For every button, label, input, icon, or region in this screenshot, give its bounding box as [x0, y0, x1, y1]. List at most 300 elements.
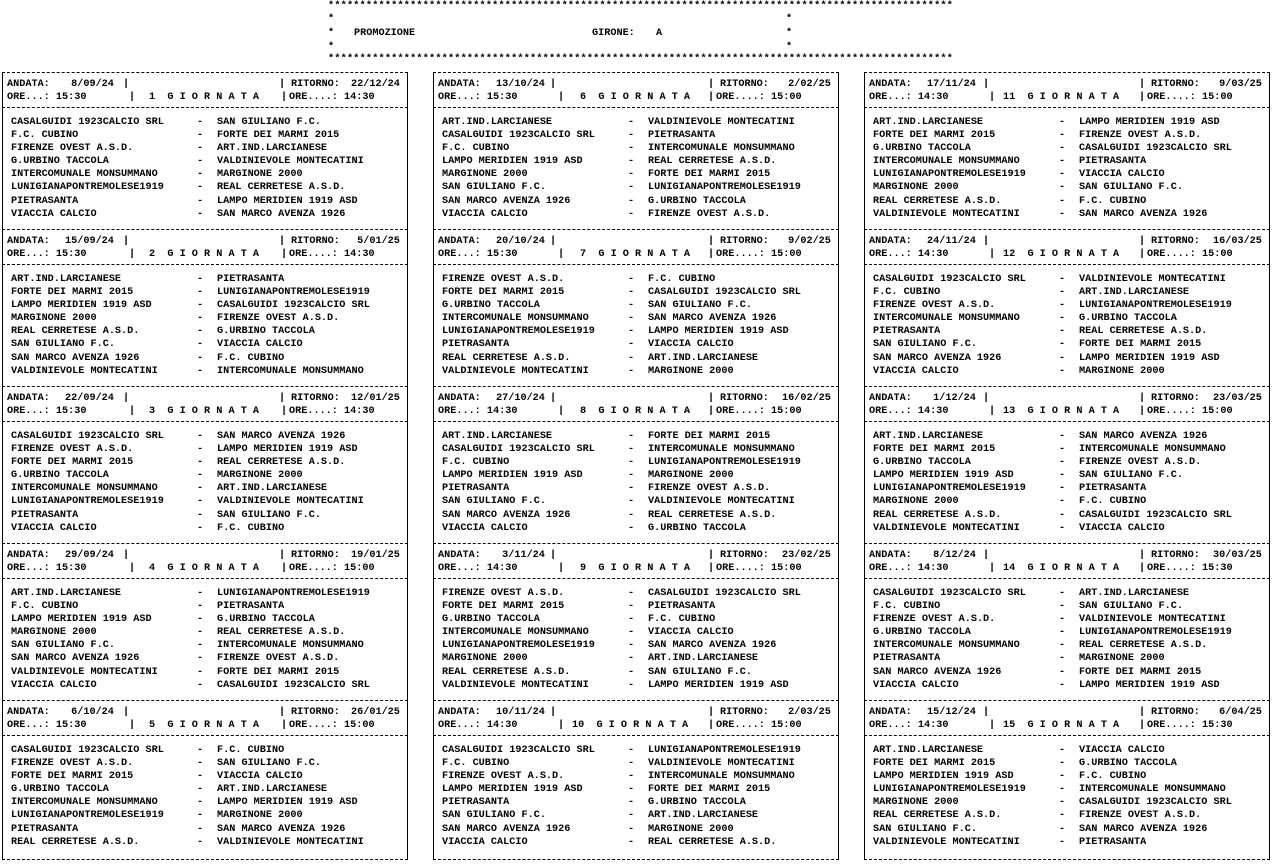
match-row	[442, 639, 838, 652]
match-dash: -	[628, 483, 635, 495]
match-dash: -	[628, 117, 635, 128]
match-row	[442, 469, 838, 482]
round-dates-row	[3, 392, 407, 405]
away-team: REAL CERRETESE A.S.D.	[648, 836, 777, 848]
match-row	[11, 783, 407, 796]
match-dash: -	[197, 156, 204, 168]
match-row	[442, 666, 838, 679]
round-title-row	[3, 248, 407, 261]
away-team: CASALGUIDI 1923CALCIO SRL	[648, 287, 801, 299]
andata-date: 1/12/24	[927, 393, 976, 404]
round-separator-mid	[433, 107, 839, 108]
home-team: VIACCIA CALCIO	[11, 522, 97, 534]
match-list	[11, 744, 407, 849]
ore-andata: ORE...: 14:30	[869, 563, 949, 574]
match-dash: -	[1059, 130, 1066, 142]
away-team: ART.IND.LARCIANESE	[1079, 588, 1190, 599]
match-row	[11, 652, 407, 665]
match-dash: -	[628, 614, 635, 626]
match-dash: -	[628, 169, 635, 181]
away-team: PIETRASANTA	[217, 274, 285, 285]
round-title-row	[434, 91, 838, 104]
pipe: |	[558, 563, 565, 574]
away-team: VIACCIA CALCIO	[217, 771, 303, 783]
home-team: F.C. CUBINO	[11, 130, 79, 142]
pipe: |	[123, 393, 130, 404]
match-dash: -	[628, 496, 635, 508]
match-dash: -	[1059, 326, 1066, 338]
ore-andata: ORE...: 15:30	[438, 249, 518, 260]
match-list	[442, 273, 838, 378]
away-team: FORTE DEI MARMI 2015	[1079, 339, 1202, 351]
match-dash: -	[1059, 156, 1066, 168]
home-team: SAN GIULIANO F.C.	[442, 496, 546, 508]
andata-label: ANDATA:	[438, 236, 481, 247]
match-row	[11, 770, 407, 783]
home-team: ART.IND.LARCIANESE	[873, 745, 984, 756]
pipe: |	[1139, 720, 1146, 731]
round-block	[433, 229, 839, 387]
match-row	[11, 129, 407, 142]
round-block	[864, 543, 1270, 701]
home-team: INTERCOMUNALE MONSUMMANO	[442, 313, 589, 325]
round-block	[2, 700, 408, 860]
match-row	[442, 181, 838, 194]
home-team: PIETRASANTA	[873, 326, 941, 338]
match-row	[873, 744, 1269, 757]
match-row	[11, 352, 407, 365]
match-dash: -	[1059, 300, 1066, 312]
match-row	[442, 744, 838, 757]
match-row	[11, 495, 407, 508]
match-row	[11, 482, 407, 495]
pipe: |	[983, 550, 990, 561]
match-row	[11, 338, 407, 351]
match-row	[442, 116, 838, 129]
ore-ritorno: ORE....: 15:30	[1147, 563, 1233, 574]
pipe: |	[708, 236, 715, 247]
round-title-row	[865, 719, 1269, 732]
ritorno-date: 16/02/25	[782, 393, 831, 404]
home-team: FORTE DEI MARMI 2015	[873, 444, 996, 456]
pipe: |	[708, 550, 715, 561]
home-team: SAN MARCO AVENZA 1926	[873, 666, 1002, 678]
away-team: FIRENZE OVEST A.S.D.	[217, 313, 340, 325]
home-team: F.C. CUBINO	[11, 601, 79, 613]
star-right-3: *	[786, 42, 793, 53]
home-team: G.URBINO TACCOLA	[873, 627, 971, 639]
away-team: SAN GIULIANO F.C.	[648, 300, 752, 312]
round-title: 13 G I O R N A T A	[1003, 406, 1120, 417]
pipe: |	[550, 393, 557, 404]
match-dash: -	[197, 287, 204, 299]
round-dates-row	[3, 706, 407, 719]
match-row	[873, 352, 1269, 365]
match-row	[11, 443, 407, 456]
match-row	[873, 836, 1269, 849]
round-title: 9 G I O R N A T A	[580, 563, 691, 574]
ritorno-label: RITORNO:	[1151, 707, 1200, 718]
away-team: CASALGUIDI 1923CALCIO SRL	[217, 300, 370, 312]
ritorno-label: RITORNO:	[720, 550, 769, 561]
away-team: ART.IND.LARCIANESE	[648, 810, 759, 822]
match-list	[11, 116, 407, 221]
pipe: |	[983, 393, 990, 404]
round-separator-mid	[433, 578, 839, 579]
pipe: |	[279, 79, 286, 90]
away-team: REAL CERRETESE A.S.D.	[648, 156, 777, 168]
pipe: |	[1139, 92, 1146, 103]
andata-label: ANDATA:	[7, 393, 50, 404]
home-team: MARGINONE 2000	[11, 313, 97, 325]
match-row	[11, 744, 407, 757]
ore-ritorno: ORE....: 14:30	[289, 406, 375, 417]
home-team: PIETRASANTA	[873, 653, 941, 665]
away-team: SAN GIULIANO F.C.	[217, 758, 321, 770]
round-separator-top	[2, 229, 408, 230]
round-separator-mid	[2, 578, 408, 579]
ore-ritorno: ORE....: 14:30	[289, 249, 375, 260]
home-team: CASALGUIDI 1923CALCIO SRL	[442, 444, 595, 456]
ritorno-date: 6/04/25	[1213, 707, 1262, 718]
pipe: |	[123, 550, 130, 561]
home-team: G.URBINO TACCOLA	[873, 457, 971, 469]
home-team: VALDINIEVOLE MONTECATINI	[873, 836, 1020, 848]
match-dash: -	[628, 182, 635, 194]
away-team: LUNIGIANAPONTREMOLESE1919	[1079, 300, 1232, 312]
ritorno-label: RITORNO:	[291, 79, 340, 90]
round-title: 12 G I O R N A T A	[1003, 249, 1120, 260]
match-row	[442, 456, 838, 469]
ritorno-date: 26/01/25	[351, 707, 400, 718]
away-team: SAN MARCO AVENZA 1926	[1079, 823, 1208, 835]
star-border-bottom: ***************************************************************************************************	[328, 54, 954, 65]
pipe: |	[550, 236, 557, 247]
pipe: |	[550, 550, 557, 561]
home-team: PIETRASANTA	[442, 339, 510, 351]
home-team: REAL CERRETESE A.S.D.	[873, 810, 1002, 822]
star-left-2: *	[328, 28, 335, 39]
match-row	[873, 273, 1269, 286]
home-team: LUNIGIANAPONTREMOLESE1919	[873, 483, 1026, 495]
away-team: SAN MARCO AVENZA 1926	[217, 823, 346, 835]
match-dash: -	[1059, 287, 1066, 299]
away-team: PIETRASANTA	[648, 601, 716, 613]
away-team: F.C. CUBINO	[648, 274, 716, 285]
away-team: ART.IND.LARCIANESE	[217, 143, 328, 155]
match-dash: -	[628, 274, 635, 285]
match-dash: -	[197, 274, 204, 285]
andata-date: 3/11/24	[496, 550, 545, 561]
match-row	[11, 626, 407, 639]
match-dash: -	[197, 431, 204, 442]
match-row	[873, 286, 1269, 299]
match-dash: -	[197, 470, 204, 482]
pipe: |	[708, 563, 715, 574]
away-team: PIETRASANTA	[648, 130, 716, 142]
match-dash: -	[1059, 640, 1066, 652]
away-team: F.C. CUBINO	[1079, 496, 1147, 508]
match-dash: -	[628, 745, 635, 756]
away-team: LAMPO MERIDIEN 1919 ASD	[648, 679, 789, 691]
match-row	[873, 770, 1269, 783]
ore-andata: ORE...: 14:30	[869, 720, 949, 731]
match-row	[873, 325, 1269, 338]
match-dash: -	[628, 640, 635, 652]
away-team: SAN GIULIANO F.C.	[1079, 470, 1183, 482]
round-block	[864, 386, 1270, 544]
round-dates-row	[865, 78, 1269, 91]
away-team: SAN GIULIANO F.C.	[648, 666, 752, 678]
home-team: PIETRASANTA	[442, 483, 510, 495]
home-team: INTERCOMUNALE MONSUMMANO	[873, 313, 1020, 325]
away-team: SAN MARCO AVENZA 1926	[217, 431, 346, 442]
round-dates-row	[3, 235, 407, 248]
away-team: FIRENZE OVEST A.S.D.	[648, 208, 771, 220]
match-row	[442, 312, 838, 325]
round-title: 1 G I O R N A T A	[149, 92, 260, 103]
pipe: |	[1139, 236, 1146, 247]
match-dash: -	[1059, 117, 1066, 128]
home-team: ART.IND.LARCIANESE	[873, 117, 984, 128]
andata-label: ANDATA:	[869, 79, 912, 90]
match-row	[873, 208, 1269, 221]
round-separator-mid	[864, 735, 1270, 736]
away-team: REAL CERRETESE A.S.D.	[217, 627, 346, 639]
home-team: LUNIGIANAPONTREMOLESE1919	[873, 169, 1026, 181]
pipe: |	[1139, 393, 1146, 404]
away-team: LUNIGIANAPONTREMOLESE1919	[648, 457, 801, 469]
pipe: |	[1139, 249, 1146, 260]
home-team: ART.IND.LARCIANESE	[873, 431, 984, 442]
home-team: REAL CERRETESE A.S.D.	[873, 509, 1002, 521]
match-row	[442, 168, 838, 181]
ore-andata: ORE...: 14:30	[869, 249, 949, 260]
ritorno-date: 9/02/25	[782, 236, 831, 247]
home-team: F.C. CUBINO	[442, 457, 510, 469]
ore-ritorno: ORE....: 15:00	[716, 249, 802, 260]
home-team: VALDINIEVOLE MONTECATINI	[873, 522, 1020, 534]
away-team: LAMPO MERIDIEN 1919 ASD	[217, 444, 358, 456]
match-row	[442, 325, 838, 338]
away-team: FORTE DEI MARMI 2015	[648, 784, 771, 796]
home-team: LAMPO MERIDIEN 1919 ASD	[442, 156, 583, 168]
match-row	[873, 522, 1269, 535]
match-dash: -	[628, 771, 635, 783]
andata-label: ANDATA:	[7, 550, 50, 561]
round-block	[864, 700, 1270, 860]
away-team: FORTE DEI MARMI 2015	[1079, 666, 1202, 678]
ore-andata: ORE...: 14:30	[869, 406, 949, 417]
home-team: ART.IND.LARCIANESE	[442, 117, 553, 128]
home-team: LUNIGIANAPONTREMOLESE1919	[11, 496, 164, 508]
match-row	[873, 796, 1269, 809]
match-row	[11, 469, 407, 482]
away-team: CASALGUIDI 1923CALCIO SRL	[648, 588, 801, 599]
match-row	[11, 666, 407, 679]
match-dash: -	[628, 588, 635, 599]
home-team: SAN MARCO AVENZA 1926	[442, 195, 571, 207]
match-row	[873, 666, 1269, 679]
match-dash: -	[1059, 745, 1066, 756]
round-title: 11 G I O R N A T A	[1003, 92, 1120, 103]
match-dash: -	[1059, 627, 1066, 639]
home-team: MARGINONE 2000	[442, 169, 528, 181]
match-dash: -	[1059, 457, 1066, 469]
match-row	[11, 195, 407, 208]
home-team: FIRENZE OVEST A.S.D.	[442, 771, 565, 783]
match-row	[11, 679, 407, 692]
home-team: LUNIGIANAPONTREMOLESE1919	[442, 326, 595, 338]
match-dash: -	[1059, 797, 1066, 809]
home-team: VALDINIEVOLE MONTECATINI	[11, 365, 158, 377]
match-row	[873, 116, 1269, 129]
star-left-1: *	[328, 14, 335, 25]
away-team: SAN MARCO AVENZA 1926	[648, 313, 777, 325]
andata-date: 8/09/24	[65, 79, 114, 90]
match-row	[873, 142, 1269, 155]
pipe: |	[281, 406, 288, 417]
ritorno-date: 9/03/25	[1213, 79, 1262, 90]
pipe: |	[1139, 707, 1146, 718]
pipe: |	[550, 79, 557, 90]
home-team: VIACCIA CALCIO	[873, 365, 959, 377]
away-team: CASALGUIDI 1923CALCIO SRL	[1079, 143, 1232, 155]
home-team: FORTE DEI MARMI 2015	[442, 287, 565, 299]
pipe: |	[989, 92, 996, 103]
match-dash: -	[197, 143, 204, 155]
match-dash: -	[197, 522, 204, 534]
match-row	[11, 181, 407, 194]
home-team: PIETRASANTA	[11, 823, 79, 835]
round-block	[433, 386, 839, 544]
match-row	[442, 365, 838, 378]
pipe: |	[708, 92, 715, 103]
ritorno-label: RITORNO:	[1151, 550, 1200, 561]
match-row	[873, 155, 1269, 168]
away-team: CASALGUIDI 1923CALCIO SRL	[1079, 509, 1232, 521]
match-row	[11, 430, 407, 443]
pipe: |	[129, 249, 136, 260]
match-row	[873, 430, 1269, 443]
away-team: VIACCIA CALCIO	[648, 627, 734, 639]
match-row	[442, 600, 838, 613]
home-team: INTERCOMUNALE MONSUMMANO	[11, 169, 158, 181]
pipe: |	[989, 563, 996, 574]
competition-name: PROMOZIONE	[354, 28, 416, 39]
ritorno-date: 5/01/25	[351, 236, 400, 247]
match-dash: -	[1059, 208, 1066, 220]
away-team: VIACCIA CALCIO	[1079, 522, 1165, 534]
home-team: LUNIGIANAPONTREMOLESE1919	[873, 784, 1026, 796]
match-dash: -	[628, 156, 635, 168]
match-dash: -	[1059, 483, 1066, 495]
match-dash: -	[1059, 836, 1066, 848]
match-dash: -	[197, 614, 204, 626]
away-team: VIACCIA CALCIO	[1079, 169, 1165, 181]
match-row	[11, 208, 407, 221]
round-separator-mid	[433, 264, 839, 265]
andata-date: 15/12/24	[927, 707, 976, 718]
match-dash: -	[197, 444, 204, 456]
home-team: FORTE DEI MARMI 2015	[11, 771, 134, 783]
pipe: |	[550, 707, 557, 718]
pipe: |	[1139, 550, 1146, 561]
home-team: F.C. CUBINO	[442, 758, 510, 770]
pipe: |	[279, 707, 286, 718]
match-row	[442, 613, 838, 626]
match-dash: -	[197, 117, 204, 128]
round-separator-top	[864, 72, 1270, 73]
match-row	[11, 613, 407, 626]
home-team: F.C. CUBINO	[873, 601, 941, 613]
away-team: LAMPO MERIDIEN 1919 ASD	[217, 797, 358, 809]
away-team: LUNIGIANAPONTREMOLESE1919	[648, 182, 801, 194]
home-team: CASALGUIDI 1923CALCIO SRL	[11, 117, 164, 128]
round-separator-bottom	[2, 859, 408, 860]
match-dash: -	[1059, 823, 1066, 835]
pipe: |	[558, 406, 565, 417]
ore-ritorno: ORE....: 15:00	[716, 720, 802, 731]
away-team: PIETRASANTA	[1079, 483, 1147, 495]
match-row	[873, 587, 1269, 600]
ore-andata: ORE...: 14:30	[438, 406, 518, 417]
match-dash: -	[1059, 771, 1066, 783]
match-dash: -	[1059, 653, 1066, 665]
away-team: MARGINONE 2000	[1079, 365, 1165, 377]
match-dash: -	[197, 195, 204, 207]
pipe: |	[279, 550, 286, 561]
andata-label: ANDATA:	[438, 707, 481, 718]
match-row	[442, 757, 838, 770]
round-title: 2 G I O R N A T A	[149, 249, 260, 260]
away-team: F.C. CUBINO	[648, 614, 716, 626]
home-team: CASALGUIDI 1923CALCIO SRL	[873, 588, 1026, 599]
ore-ritorno: ORE....: 15:00	[716, 563, 802, 574]
round-dates-row	[3, 549, 407, 562]
pipe: |	[989, 406, 996, 417]
round-dates-row	[434, 706, 838, 719]
match-row	[442, 482, 838, 495]
match-row	[11, 299, 407, 312]
away-team: VALDINIEVOLE MONTECATINI	[1079, 274, 1226, 285]
match-row	[11, 286, 407, 299]
match-dash: -	[1059, 352, 1066, 364]
match-dash: -	[1059, 810, 1066, 822]
round-title: 8 G I O R N A T A	[580, 406, 691, 417]
ore-ritorno: ORE....: 15:00	[1147, 92, 1233, 103]
home-team: CASALGUIDI 1923CALCIO SRL	[11, 431, 164, 442]
match-dash: -	[628, 758, 635, 770]
ritorno-label: RITORNO:	[720, 707, 769, 718]
pipe: |	[983, 707, 990, 718]
home-team: CASALGUIDI 1923CALCIO SRL	[873, 274, 1026, 285]
ritorno-date: 23/02/25	[782, 550, 831, 561]
away-team: VALDINIEVOLE MONTECATINI	[217, 156, 364, 168]
away-team: G.URBINO TACCOLA	[217, 326, 315, 338]
star-border-top: ***************************************************************************************************	[328, 1, 954, 12]
away-team: G.URBINO TACCOLA	[648, 797, 746, 809]
andata-date: 27/10/24	[496, 393, 545, 404]
match-dash: -	[628, 679, 635, 691]
round-block	[2, 386, 408, 544]
home-team: ART.IND.LARCIANESE	[11, 274, 122, 285]
round-title: 15 G I O R N A T A	[1003, 720, 1120, 731]
match-dash: -	[1059, 365, 1066, 377]
away-team: SAN GIULIANO F.C.	[1079, 601, 1183, 613]
match-row	[873, 626, 1269, 639]
pipe: |	[708, 707, 715, 718]
